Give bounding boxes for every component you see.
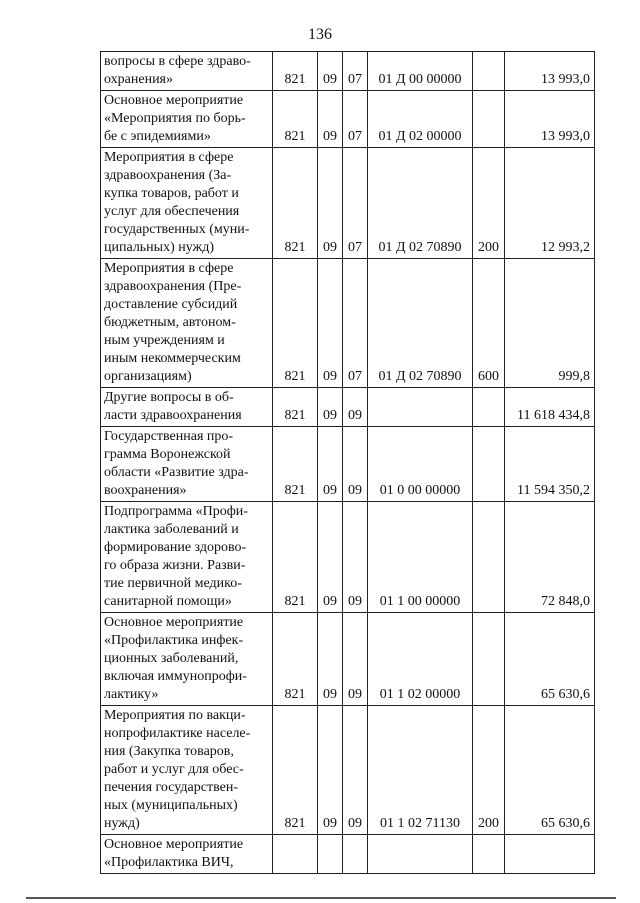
ministry-code: 821 [273, 148, 318, 259]
section-code: 09 [318, 91, 343, 148]
expense-type-code [473, 91, 505, 148]
row-name: Государственная про- грамма Воронежской области «Развитие здра- воохранения» [101, 427, 273, 502]
row-name: Основное мероприятие «Профилактика инфек- ционных заболеваний, включая иммунопрофи- лактику» [101, 613, 273, 706]
amount [505, 835, 595, 874]
expense-type-code [473, 613, 505, 706]
table-row [101, 613, 595, 706]
target-code: 01 Д 02 70890 [368, 259, 473, 388]
page-number: 136 [308, 26, 332, 43]
table-row [101, 427, 595, 502]
scan-edge-line [26, 897, 616, 899]
target-code [368, 835, 473, 874]
target-code: 01 0 00 00000 [368, 427, 473, 502]
expense-type-code [473, 835, 505, 874]
subsection-code: 07 [343, 259, 368, 388]
amount: 13 993,0 [505, 91, 595, 148]
amount: 11 618 434,8 [505, 388, 595, 427]
row-name: Мероприятия в сфере здравоохранения (Пре- доставление субсидий бюджетным, автоном- ным учреждениям и иным некоммерческим организациям) [101, 259, 273, 388]
table-row [101, 91, 595, 148]
amount: 72 848,0 [505, 502, 595, 613]
section-code: 09 [318, 52, 343, 91]
ministry-code: 821 [273, 427, 318, 502]
target-code: 01 1 02 71130 [368, 706, 473, 835]
ministry-code: 821 [273, 91, 318, 148]
expense-type-code [473, 427, 505, 502]
amount: 65 630,6 [505, 613, 595, 706]
ministry-code: 821 [273, 388, 318, 427]
section-code: 09 [318, 388, 343, 427]
subsection-code [343, 835, 368, 874]
row-name: Мероприятия по вакци- нопрофилактике населе- ния (Закупка товаров, работ и услуг для обес- печения государствен- ных (муниципальных) нужд) [101, 706, 273, 835]
ministry-code [273, 835, 318, 874]
subsection-code: 07 [343, 52, 368, 91]
expense-type-code [473, 502, 505, 613]
section-code: 09 [318, 427, 343, 502]
subsection-code: 09 [343, 427, 368, 502]
expense-type-code: 600 [473, 259, 505, 388]
table-row [101, 706, 595, 835]
subsection-code: 09 [343, 502, 368, 613]
table-row [101, 388, 595, 427]
expense-type-code [473, 52, 505, 91]
section-code: 09 [318, 613, 343, 706]
row-name: Основное мероприятие «Мероприятия по борь- бе с эпидемиями» [101, 91, 273, 148]
ministry-code: 821 [273, 259, 318, 388]
subsection-code: 09 [343, 706, 368, 835]
ministry-code: 821 [273, 613, 318, 706]
subsection-code: 09 [343, 388, 368, 427]
section-code: 09 [318, 259, 343, 388]
table-row [101, 835, 595, 874]
section-code: 09 [318, 502, 343, 613]
target-code: 01 Д 02 70890 [368, 148, 473, 259]
amount: 13 993,0 [505, 52, 595, 91]
section-code [318, 835, 343, 874]
row-name: вопросы в сфере здраво- охранения» [101, 52, 273, 91]
table-row [101, 148, 595, 259]
section-code: 09 [318, 706, 343, 835]
row-name: Другие вопросы в об- ласти здравоохранения [101, 388, 273, 427]
row-name: Подпрограмма «Профи- лактика заболеваний и формирование здорово- го образа жизни. Разви- тие первичной медико- санитарной помощи» [101, 502, 273, 613]
ministry-code: 821 [273, 706, 318, 835]
expense-type-code: 200 [473, 706, 505, 835]
subsection-code: 07 [343, 148, 368, 259]
ministry-code: 821 [273, 502, 318, 613]
subsection-code: 09 [343, 613, 368, 706]
table-row [101, 502, 595, 613]
row-name: Мероприятия в сфере здравоохранения (За- купка товаров, работ и услуг для обеспечения государственных (муни- ципальных) нужд) [101, 148, 273, 259]
table-row [101, 259, 595, 388]
expense-type-code [473, 388, 505, 427]
amount: 11 594 350,2 [505, 427, 595, 502]
table-row [101, 52, 595, 91]
target-code: 01 1 00 00000 [368, 502, 473, 613]
subsection-code: 07 [343, 91, 368, 148]
amount: 12 993,2 [505, 148, 595, 259]
amount: 65 630,6 [505, 706, 595, 835]
amount: 999,8 [505, 259, 595, 388]
section-code: 09 [318, 148, 343, 259]
expense-type-code: 200 [473, 148, 505, 259]
target-code: 01 Д 02 00000 [368, 91, 473, 148]
budget-table [100, 51, 595, 874]
target-code [368, 388, 473, 427]
ministry-code: 821 [273, 52, 318, 91]
target-code: 01 1 02 00000 [368, 613, 473, 706]
target-code: 01 Д 00 00000 [368, 52, 473, 91]
row-name: Основное мероприятие «Профилактика ВИЧ, [101, 835, 273, 874]
